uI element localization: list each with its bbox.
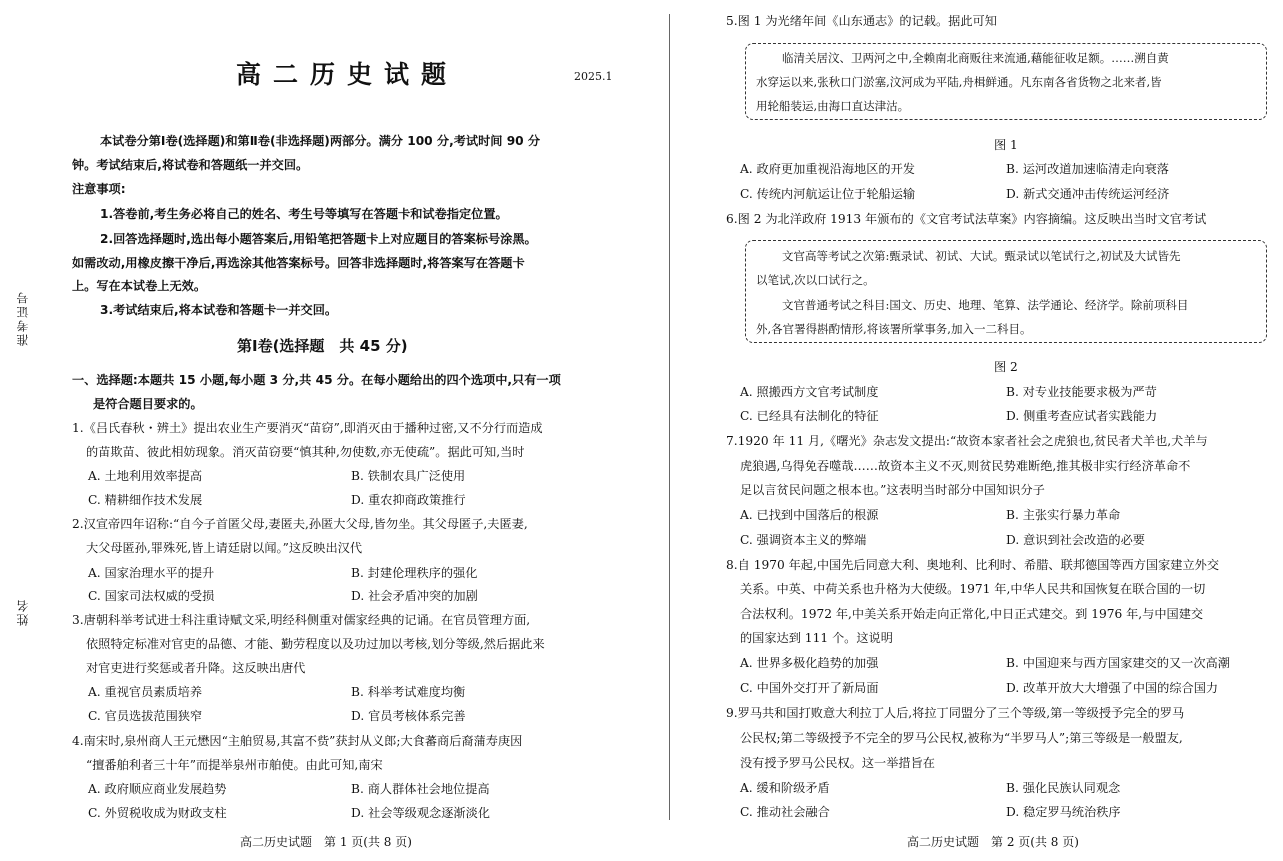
question-stem: 3.唐朝科举考试进士科注重诗赋文采,明经科侧重对儒家经典的记诵。在官员管理方面, — [72, 613, 531, 627]
option: D. 官员考核体系完善 — [351, 709, 466, 723]
option: B. 商人群体社会地位提高 — [351, 782, 490, 796]
option: C. 推动社会融合 — [740, 805, 830, 819]
option: A. 政府顺应商业发展趋势 — [88, 782, 227, 796]
option: C. 强调资本主义的弊端 — [740, 533, 867, 547]
figure-1-text: 用轮船装运,由海口直达津沽。 — [756, 99, 910, 113]
option: A. 缓和阶级矛盾 — [740, 781, 830, 795]
option: A. 土地利用效率提高 — [88, 469, 203, 483]
page-2 — [672, 0, 1283, 861]
option: D. 稳定罗马统治秩序 — [1006, 805, 1121, 819]
option: D. 社会矛盾冲突的加剧 — [351, 589, 478, 603]
option: C. 中国外交打开了新局面 — [740, 681, 879, 695]
question-stem: 没有授予罗马公民权。这一举措旨在 — [740, 756, 935, 770]
figure-2-text: 外,各官署得斟酌情形,将该署所掌事务,加入一二科目。 — [756, 322, 1032, 336]
option: B. 运河改道加速临清走向衰落 — [1006, 162, 1169, 176]
option: A. 重视官员素质培养 — [88, 685, 203, 699]
question-stem: “擅番舶利者三十年”而提举泉州市舶使。由此可知,南宋 — [86, 758, 383, 772]
option: B. 铁制农具广泛使用 — [351, 469, 466, 483]
section-instructions: 一、选择题:本题共 15 小题,每小题 3 分,共 45 分。在每小题给出的四个选项中,只有一项 — [72, 373, 561, 387]
question-stem: 9.罗马共和国打败意大利拉丁人后,将拉丁同盟分了三个等级,第一等级授予完全的罗马 — [726, 706, 1185, 720]
option: A. 照搬西方文官考试制度 — [740, 385, 879, 399]
option: D. 侧重考查应试者实践能力 — [1006, 409, 1158, 423]
option: A. 已找到中国落后的根源 — [740, 508, 879, 522]
question-stem: 8.自 1970 年起,中国先后同意大利、奥地利、比利时、希腊、联邦德国等西方国家建立外交 — [726, 558, 1220, 572]
intro-line: 钟。考试结束后,将试卷和答题纸一并交回。 — [72, 158, 309, 172]
question-stem: 虎狼遇,乌得免吞噬哉……故资本主义不灭,则贫民势难断绝,推其极非实行经济革命不 — [740, 459, 1191, 473]
option: C. 官员选拔范围狭窄 — [88, 709, 203, 723]
figure-1-caption: 图 1 — [994, 138, 1018, 152]
option: D. 重农抑商政策推行 — [351, 493, 466, 507]
question-stem: 的国家达到 111 个。这说明 — [740, 631, 893, 645]
figure-1-text: 临清关居汶、卫两河之中,全赖南北商贩往来流通,藉能征收足额。……溯自黄 — [782, 51, 1169, 65]
option: B. 科举考试难度均衡 — [351, 685, 466, 699]
option: C. 精耕细作技术发展 — [88, 493, 203, 507]
question-stem: 大父母匿孙,罪殊死,皆上请廷尉以闻。”这反映出汉代 — [86, 541, 363, 555]
figure-2-text: 文官普通考试之科目:国文、历史、地理、笔算、法学通论、经济学。除前项科目 — [782, 298, 1189, 312]
section-instructions: 是符合题目要求的。 — [93, 397, 203, 411]
question-stem: 合法权利。1972 年,中美关系开始走向正常化,中日正式建交。到 1976 年,与中国建交 — [740, 607, 1204, 621]
intro-line: 本试卷分第Ⅰ卷(选择题)和第Ⅱ卷(非选择题)两部分。满分 100 分,考试时间 90 分 — [100, 134, 541, 148]
option: A. 世界多极化趋势的加强 — [740, 656, 879, 670]
figure-2-text: 文官高等考试之次第:甄录试、初试、大试。甄录试以笔试行之,初试及大试皆先 — [782, 249, 1181, 263]
question-stem: 对官吏进行奖惩或者升降。这反映出唐代 — [86, 661, 306, 675]
notice-item: 如需改动,用橡皮擦干净后,再选涂其他答案标号。回答非选择题时,将答案写在答题卡 — [72, 256, 525, 270]
question-stem: 4.南宋时,泉州商人王元懋因“主舶贸易,其富不赀”获封从义郎;大食蕃商后裔蒲寿庚因 — [72, 734, 523, 748]
question-stem: 6.图 2 为北洋政府 1913 年颁布的《文官考试法草案》内容摘编。这反映出当时文官考试 — [726, 212, 1207, 226]
exam-date: 2025.1 — [574, 70, 613, 83]
notice-heading: 注意事项: — [72, 182, 126, 196]
question-stem: 1.《吕氏春秋・辨土》提出农业生产要消灭“苗窃”,即消灭由于播种过密,又不分行而造成 — [72, 421, 543, 435]
option: D. 新式交通冲击传统运河经济 — [1006, 187, 1170, 201]
page-divider — [669, 14, 670, 820]
option: B. 强化民族认同观念 — [1006, 781, 1121, 795]
option: B. 封建伦理秩序的强化 — [351, 566, 478, 580]
option: D. 社会等级观念逐渐淡化 — [351, 806, 490, 820]
option: D. 意识到社会改造的必要 — [1006, 533, 1145, 547]
option: C. 外贸税收成为财政支柱 — [88, 806, 227, 820]
page-footer: 高二历史试题 第 2 页(共 8 页) — [907, 835, 1079, 849]
question-stem: 5.图 1 为光绪年间《山东通志》的记载。据此可知 — [726, 14, 997, 28]
figure-2-text: 以笔试,次以口试行之。 — [756, 273, 875, 287]
option: D. 改革开放大大增强了中国的综合国力 — [1006, 681, 1219, 695]
notice-item: 2.回答选择题时,选出每小题答案后,用铅笔把答题卡上对应题目的答案标号涂黑。 — [100, 232, 537, 246]
question-stem: 的苗欺苗、彼此相妨现象。消灭苗窃要“慎其种,勿使数,亦无使疏”。据此可知,当时 — [86, 445, 525, 459]
notice-item: 3.考试结束后,将本试卷和答题卡一并交回。 — [100, 303, 338, 317]
notice-item: 1.答卷前,考生务必将自己的姓名、考生号等填写在答题卡和试卷指定位置。 — [100, 207, 508, 221]
option: B. 对专业技能要求极为严苛 — [1006, 385, 1157, 399]
figure-1-text: 水穿运以来,张秋口门淤塞,汶河成为平陆,舟楫鲜通。凡东南各省货物之北来者,皆 — [756, 75, 1162, 89]
question-stem: 依照特定标准对官吏的品德、才能、勤劳程度以及功过加以考核,划分等级,然后据此来 — [86, 637, 545, 651]
notice-item: 上。写在本试卷上无效。 — [72, 279, 207, 293]
option: C. 已经具有法制化的特征 — [740, 409, 879, 423]
exam-id-label: 准考证号 — [16, 290, 30, 346]
page-footer: 高二历史试题 第 1 页(共 8 页) — [240, 835, 412, 849]
figure-2-caption: 图 2 — [994, 360, 1018, 374]
question-stem: 7.1920 年 11 月,《曙光》杂志发文提出:“故资本家者社会之虎狼也,贫民者犬羊也,犬羊与 — [726, 434, 1208, 448]
question-stem: 足以言贫民问题之根本也。”这表明当时部分中国知识分子 — [740, 483, 1045, 497]
option: B. 主张实行暴力革命 — [1006, 508, 1121, 522]
option: B. 中国迎来与西方国家建交的又一次高潮 — [1006, 656, 1230, 670]
option: C. 国家司法权威的受损 — [88, 589, 215, 603]
question-stem: 2.汉宣帝四年诏称:“自今子首匿父母,妻匿夫,孙匿大父母,皆勿坐。其父母匿子,夫匿妻, — [72, 517, 528, 531]
question-stem: 公民权;第二等级授予不完全的罗马公民权,被称为“半罗马人”;第三等级是一般盟友, — [740, 731, 1183, 745]
section-title: 第Ⅰ卷(选择题 共 45 分) — [237, 337, 408, 355]
question-stem: 关系。中英、中荷关系也升格为大使级。1971 年,中华人民共和国恢复在联合国的一切 — [740, 582, 1206, 596]
name-label: 姓名 — [16, 598, 30, 626]
page-title: 高二历史试题 — [236, 60, 459, 89]
option: C. 传统内河航运让位于轮船运输 — [740, 187, 916, 201]
option: A. 国家治理水平的提升 — [88, 566, 215, 580]
option: A. 政府更加重视沿海地区的开发 — [740, 162, 915, 176]
